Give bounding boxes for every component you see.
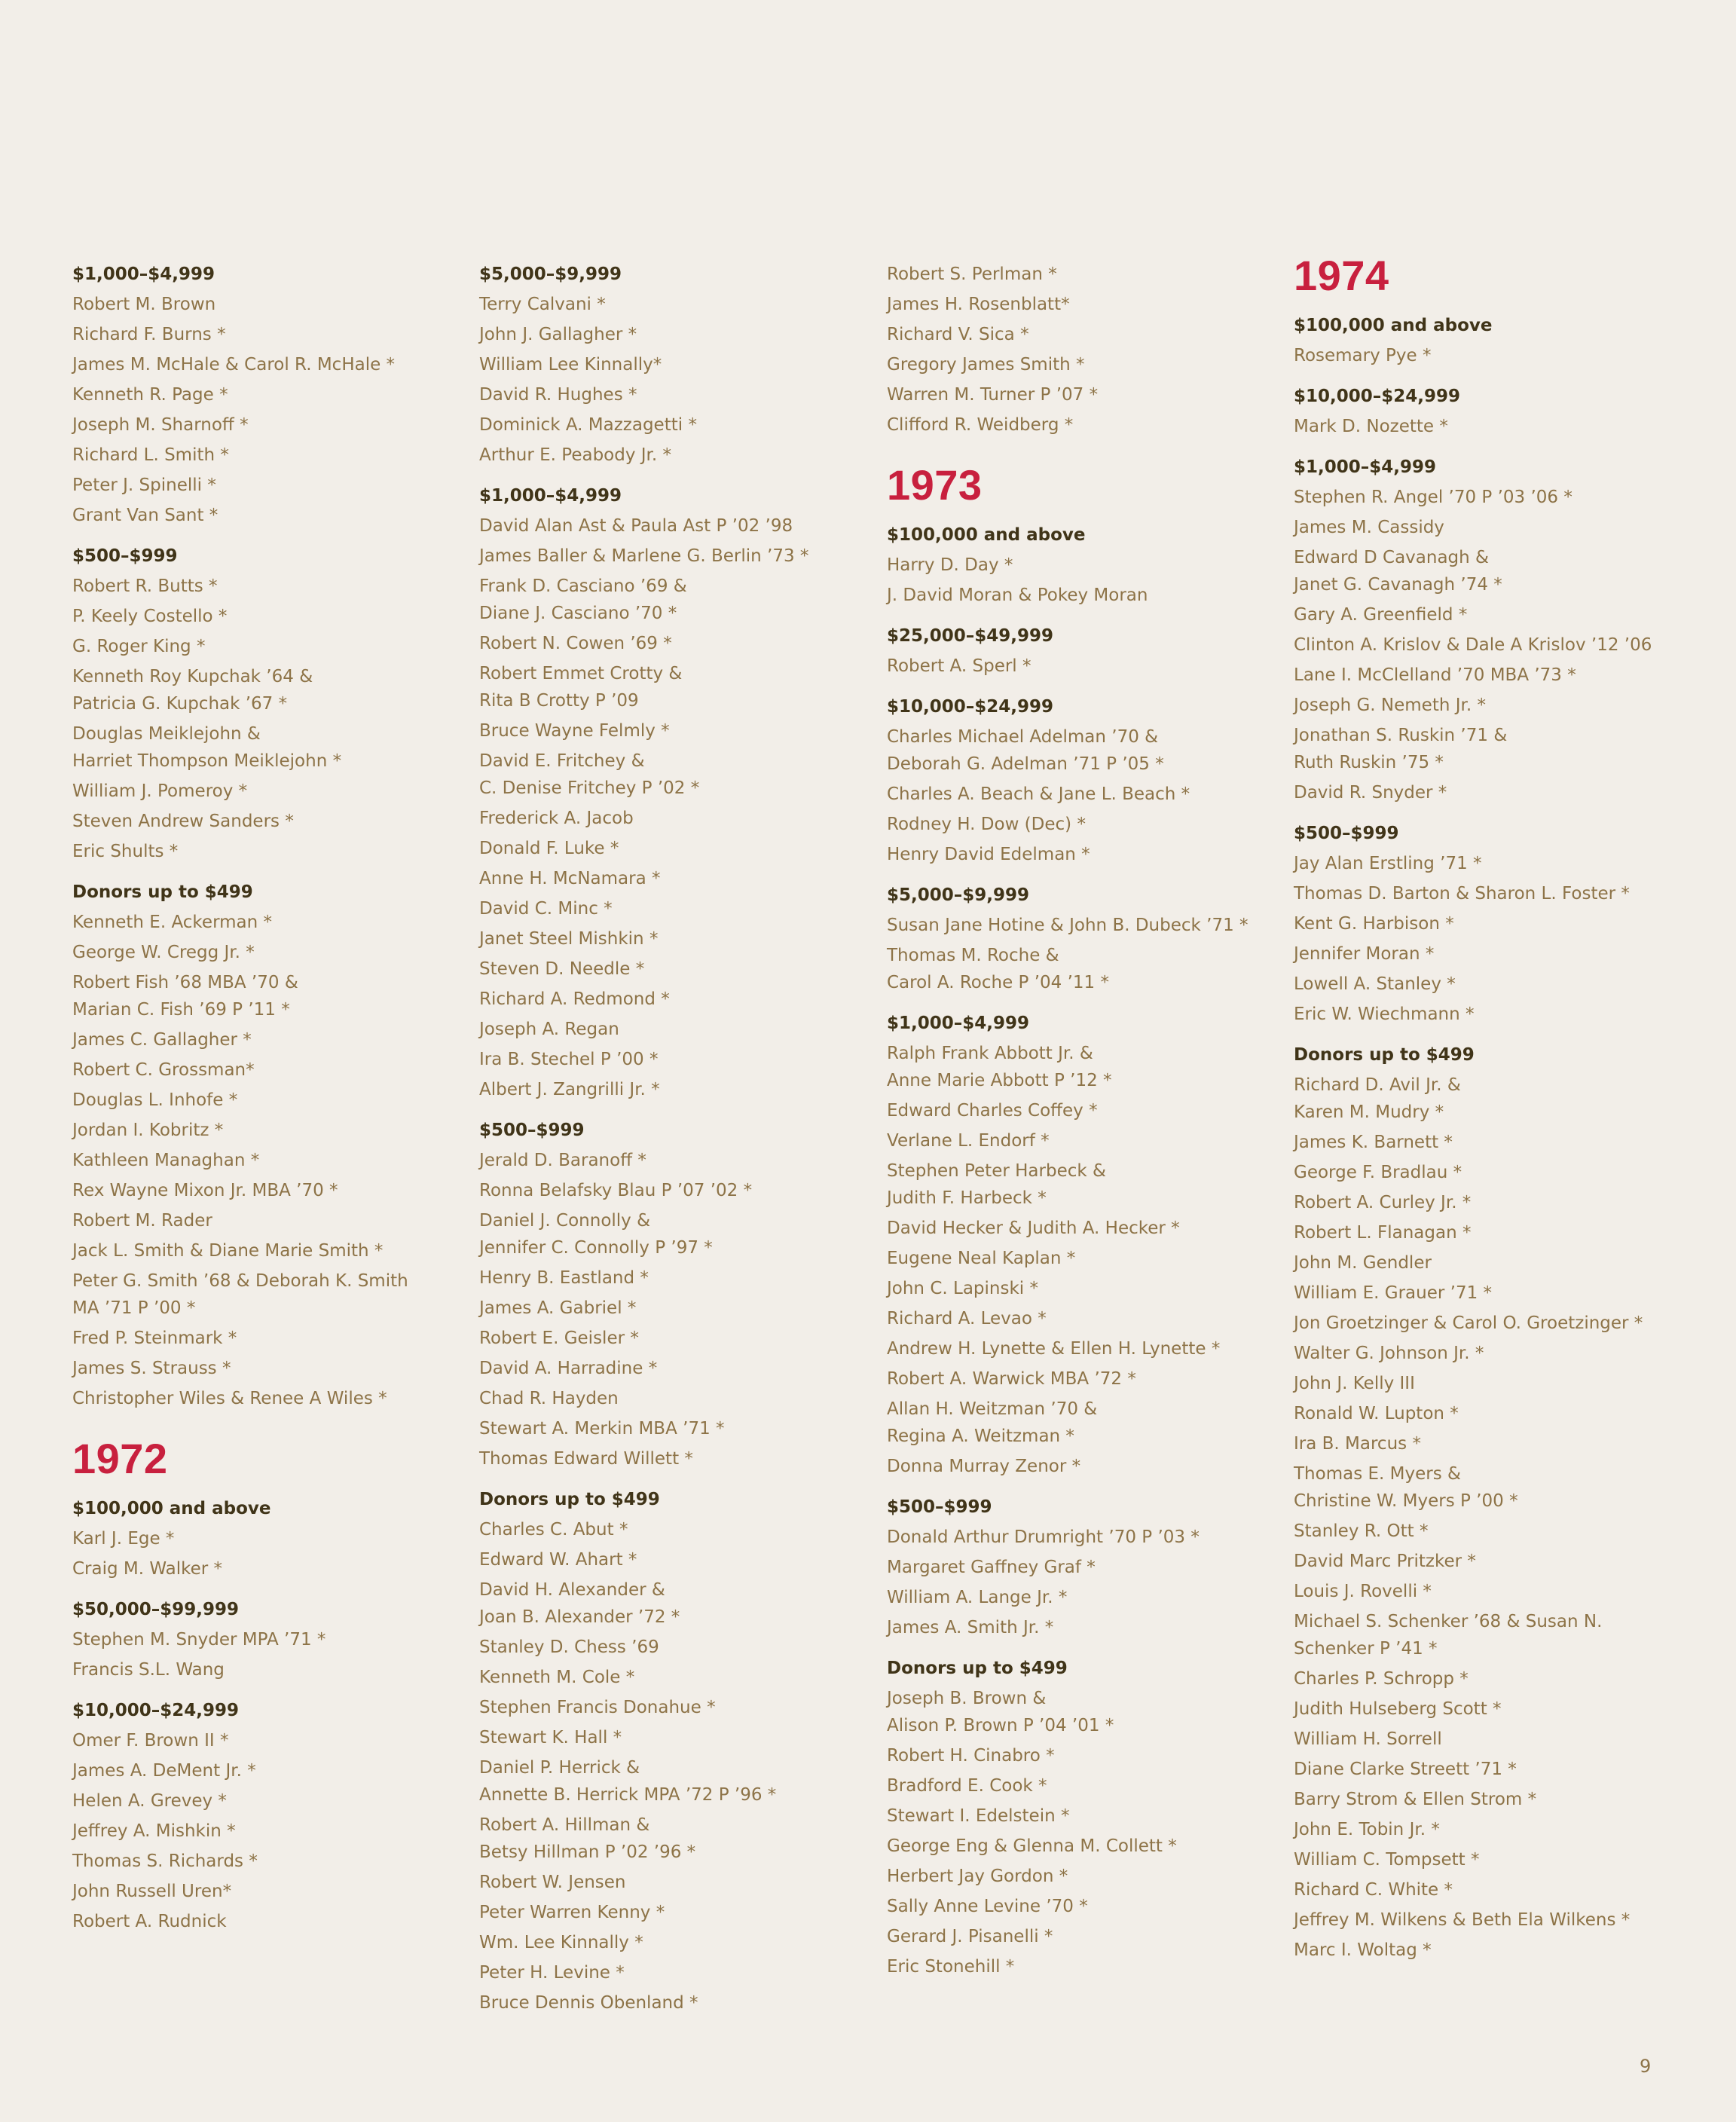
year-heading: 1972 <box>72 1435 168 1482</box>
donor-entry: Jonathan S. Ruskin ’71 & Ruth Ruskin ’75 * <box>1294 726 1508 772</box>
donor-entry: Ronald W. Lupton * <box>1294 1404 1459 1423</box>
donor-entry: G. Roger King * <box>72 637 206 656</box>
giving-level-heading: Donors up to $499 <box>72 882 253 902</box>
year-block-1973 <box>887 460 1271 1982</box>
donor-entry: Diane Clarke Streett ’71 * <box>1294 1760 1517 1779</box>
donor-entry: Herbert Jay Gordon * <box>887 1867 1068 1886</box>
giving-level-heading: $100,000 and above <box>887 525 1086 545</box>
donor-entry: Jennifer Moran * <box>1294 944 1435 964</box>
donor-entry: Jon Groetzinger & Carol O. Groetzinger * <box>1294 1313 1643 1333</box>
donor-entry: David R. Hughes * <box>479 385 637 405</box>
donor-entry: Robert N. Cowen ’69 * <box>479 634 672 653</box>
donor-entry: David C. Minc * <box>479 899 613 919</box>
donor-entry: Donald F. Luke * <box>479 839 619 858</box>
donor-entry: P. Keely Costello * <box>72 607 228 626</box>
donor-entry: Mark D. Nozette * <box>1294 417 1448 436</box>
donor-entry: Marc I. Woltag * <box>1294 1940 1432 1960</box>
donor-entry: Craig M. Walker * <box>72 1559 223 1579</box>
donor-entry: Thomas D. Barton & Sharon L. Foster * <box>1294 884 1630 904</box>
donor-entry: Jeffrey M. Wilkens & Beth Ela Wilkens * <box>1294 1910 1631 1930</box>
donor-entry: Lowell A. Stanley * <box>1294 974 1456 994</box>
donor-entry: Kenneth R. Page * <box>72 385 228 405</box>
donor-entry: Robert A. Sperl * <box>887 656 1032 676</box>
donor-entry: Daniel J. Connolly & Jennifer C. Connolly P ’97 * <box>479 1211 713 1258</box>
continued-block <box>72 259 457 1414</box>
giving-level-heading: $25,000–$49,999 <box>887 626 1054 646</box>
donor-entry: James A. Smith Jr. * <box>887 1618 1054 1637</box>
giving-level-section <box>887 692 1271 870</box>
giving-level-section <box>887 1653 1271 1982</box>
donor-entry: Thomas M. Roche & Carol A. Roche P ’04 ’11 * <box>887 946 1109 992</box>
donor-entry: Douglas L. Inhofe * <box>72 1090 238 1110</box>
donor-entry: Gregory James Smith * <box>887 355 1085 375</box>
donor-entry: Richard A. Levao * <box>887 1309 1047 1329</box>
continued-block <box>887 259 1271 440</box>
giving-level-section <box>479 1115 863 1474</box>
donor-entry: John J. Gallagher * <box>479 325 637 344</box>
donor-entry: Peter G. Smith ’68 & Deborah K. Smith MA ’71 P ’00 * <box>72 1271 408 1318</box>
giving-level-section <box>1294 310 1678 371</box>
giving-level-heading: $500–$999 <box>72 546 178 566</box>
donor-entry: Robert S. Perlman * <box>887 264 1057 284</box>
column-2 <box>479 259 863 2029</box>
donor-entry: George F. Bradlau * <box>1294 1163 1462 1182</box>
donor-entry: Joseph G. Nemeth Jr. * <box>1294 696 1486 715</box>
giving-level-section <box>72 1695 457 1937</box>
donor-entry: David Hecker & Judith A. Hecker * <box>887 1218 1180 1238</box>
giving-level-heading: $1,000–$4,999 <box>887 1014 1030 1033</box>
donor-entry: Charles P. Schropp * <box>1294 1669 1469 1689</box>
donor-entry: Richard A. Redmond * <box>479 989 670 1009</box>
column-4 <box>1294 252 1678 1976</box>
giving-level-heading: $100,000 and above <box>1294 316 1493 335</box>
giving-level-heading: $10,000–$24,999 <box>887 697 1054 717</box>
donor-entry: James K. Barnett * <box>1294 1133 1453 1152</box>
year-heading: 1974 <box>1294 252 1389 299</box>
donor-entry: Eugene Neal Kaplan * <box>887 1249 1076 1268</box>
donor-entry: Wm. Lee Kinnally * <box>479 1933 643 1952</box>
giving-level-section <box>887 621 1271 681</box>
donor-entry: Steven D. Needle * <box>479 959 645 979</box>
donor-entry: Ronna Belafsky Blau P ’07 ’02 * <box>479 1181 753 1200</box>
donor-entry: Kenneth M. Cole * <box>479 1668 635 1687</box>
donor-entry: Susan Jane Hotine & John B. Dubeck ’71 * <box>887 916 1249 935</box>
donor-entry: Bruce Dennis Obenland * <box>479 1993 698 2013</box>
donor-entry: Clifford R. Weidberg * <box>887 415 1074 435</box>
donor-entry: Terry Calvani * <box>479 295 606 314</box>
donor-entry: David E. Fritchey & C. Denise Fritchey P ’02 * <box>479 751 700 798</box>
donor-entry: John Russell Uren* <box>72 1882 232 1901</box>
donor-entry: Kenneth E. Ackerman * <box>72 913 273 932</box>
donor-entry: Robert W. Jensen <box>479 1873 626 1892</box>
giving-level-section <box>72 1595 457 1685</box>
giving-level-heading: $500–$999 <box>479 1121 585 1140</box>
donor-entry: George W. Cregg Jr. * <box>72 943 255 962</box>
donor-entry: Thomas Edward Willett * <box>479 1449 693 1469</box>
donor-entry: Stephen Peter Harbeck & Judith F. Harbeck * <box>887 1161 1106 1208</box>
donor-entry: Steven Andrew Sanders * <box>72 812 294 831</box>
giving-level-section <box>1294 452 1678 808</box>
giving-level-section <box>1294 818 1678 1029</box>
giving-level-heading: $1,000–$4,999 <box>479 486 622 506</box>
donor-entry: Jay Alan Erstling ’71 * <box>1294 854 1482 873</box>
donor-entry: Richard L. Smith * <box>72 445 229 465</box>
donor-entry: David H. Alexander & Joan B. Alexander ’72 * <box>479 1580 680 1627</box>
donor-entry: Richard C. White * <box>1294 1880 1453 1900</box>
donor-entry: Douglas Meiklejohn & Harriet Thompson Meiklejohn * <box>72 724 342 771</box>
donor-entry: Chad R. Hayden <box>479 1389 619 1408</box>
giving-level-heading: $1,000–$4,999 <box>72 264 215 284</box>
donor-entry: Robert A. Hillman & Betsy Hillman P ’02 ’96 * <box>479 1815 696 1862</box>
giving-level-section <box>1294 381 1678 442</box>
giving-level-section <box>72 259 457 530</box>
donor-entry: Allan H. Weitzman ’70 & Regina A. Weitzman * <box>887 1399 1098 1446</box>
donor-entry: Stewart A. Merkin MBA ’71 * <box>479 1419 725 1439</box>
giving-level-section <box>72 1494 457 1584</box>
donor-entry: Charles Michael Adelman ’70 & Deborah G. Adelman ’71 P ’05 * <box>887 727 1164 774</box>
donor-entry: Robert A. Rudnick <box>72 1912 227 1931</box>
donor-entry: Jack L. Smith & Diane Marie Smith * <box>72 1241 384 1261</box>
donor-entry: David Alan Ast & Paula Ast P ’02 ’98 <box>479 516 793 536</box>
giving-level-section <box>479 259 863 470</box>
donor-entry: Frank D. Casciano ’69 & Diane J. Casciano ’70 * <box>479 576 687 623</box>
donor-entry: Stewart K. Hall * <box>479 1728 622 1747</box>
donor-entry: Henry David Edelman * <box>887 845 1090 864</box>
donor-entry: Robert Emmet Crotty & Rita B Crotty P ’09 <box>479 664 683 711</box>
donor-entry: Robert M. Rader <box>72 1211 212 1231</box>
donor-entry: Joseph M. Sharnoff * <box>72 415 249 435</box>
donor-entry: Richard V. Sica * <box>887 325 1029 344</box>
donor-entry: Frederick A. Jacob <box>479 809 634 828</box>
donor-entry: Margaret Gaffney Graf * <box>887 1558 1096 1577</box>
donor-entry: Janet Steel Mishkin * <box>479 929 659 949</box>
donor-entry: Louis J. Rovelli * <box>1294 1582 1432 1601</box>
donor-entry: James A. Gabriel * <box>479 1298 637 1318</box>
donor-entry: Richard D. Avil Jr. & Karen M. Mudry * <box>1294 1075 1461 1122</box>
giving-level-section <box>72 877 457 1414</box>
year-heading: 1973 <box>887 461 983 509</box>
donor-entry: James M. Cassidy <box>1294 518 1444 537</box>
donor-entry: William H. Sorrell <box>1294 1729 1442 1749</box>
donor-entry: Peter J. Spinelli * <box>72 475 216 495</box>
donor-entry: Daniel P. Herrick & Annette B. Herrick MPA ’72 P ’96 * <box>479 1758 777 1805</box>
donor-entry: Charles C. Abut * <box>479 1520 628 1540</box>
donor-entry: Robert A. Warwick MBA ’72 * <box>887 1369 1136 1389</box>
donor-entry: Stanley D. Chess ’69 <box>479 1637 659 1657</box>
donor-entry: Barry Strom & Ellen Strom * <box>1294 1790 1537 1809</box>
donor-entry: Lane I. McClelland ’70 MBA ’73 * <box>1294 665 1576 685</box>
giving-level-heading: Donors up to $499 <box>1294 1045 1475 1065</box>
donor-entry: William J. Pomeroy * <box>72 781 248 801</box>
donor-entry: Bruce Wayne Felmly * <box>479 721 670 741</box>
year-block-1972 <box>72 1433 457 1937</box>
donor-entry: Judith Hulseberg Scott * <box>1294 1699 1502 1719</box>
donor-entry: James H. Rosenblatt* <box>887 295 1070 314</box>
donor-entry: James C. Gallagher * <box>72 1030 252 1050</box>
donor-entry: Clinton A. Krislov & Dale A Krislov ’12 ’06 <box>1294 635 1652 655</box>
donor-entry: Jeffrey A. Mishkin * <box>72 1821 236 1841</box>
donor-entry: John J. Kelly III <box>1294 1374 1415 1393</box>
donor-entry: Jerald D. Baranoff * <box>479 1151 646 1170</box>
donor-entry: Omer F. Brown II * <box>72 1731 229 1750</box>
column-3 <box>887 259 1271 1992</box>
donor-entry: Francis S.L. Wang <box>72 1660 225 1680</box>
donor-entry: Grant Van Sant * <box>72 506 219 525</box>
column-1 <box>72 259 457 1947</box>
donor-entry: Rosemary Pye * <box>1294 346 1432 365</box>
donor-entry: Stephen M. Snyder MPA ’71 * <box>72 1630 326 1650</box>
donor-entry: Robert E. Geisler * <box>479 1329 639 1348</box>
donor-entry: James Baller & Marlene G. Berlin ’73 * <box>479 546 809 566</box>
donor-entry: Bradford E. Cook * <box>887 1776 1047 1796</box>
giving-level-heading: Donors up to $499 <box>887 1659 1068 1678</box>
donor-entry: Gerard J. Pisanelli * <box>887 1927 1053 1946</box>
donor-entry: Henry B. Eastland * <box>479 1268 649 1288</box>
page-number: 9 <box>1640 2056 1652 2077</box>
giving-level-section <box>887 1008 1271 1481</box>
donor-entry: John M. Gendler <box>1294 1253 1432 1273</box>
donor-entry: William Lee Kinnally* <box>479 355 662 375</box>
donor-entry: John E. Tobin Jr. * <box>1294 1820 1440 1839</box>
donor-entry: James M. McHale & Carol R. McHale * <box>72 355 396 375</box>
donor-entry: Eric Shults * <box>72 842 179 861</box>
giving-level-heading: $10,000–$24,999 <box>72 1701 240 1720</box>
donor-entry: David Marc Pritzker * <box>1294 1552 1476 1571</box>
donor-entry: David A. Harradine * <box>479 1359 658 1378</box>
donor-entry: Michael S. Schenker ’68 & Susan N. Schenker P ’41 * <box>1294 1612 1603 1659</box>
donor-entry: Jordan I. Kobritz * <box>72 1121 224 1140</box>
donor-entry: Stewart I. Edelstein * <box>887 1806 1070 1826</box>
donor-entry: George Eng & Glenna M. Collett * <box>887 1836 1177 1856</box>
donor-entry: Ira B. Stechel P ’00 * <box>479 1050 659 1069</box>
giving-level-heading: $50,000–$99,999 <box>72 1600 240 1619</box>
giving-level-section <box>479 481 863 1105</box>
donor-entry: Ira B. Marcus * <box>1294 1434 1421 1454</box>
donor-entry: Gary A. Greenfield * <box>1294 605 1468 625</box>
donor-entry: Karl J. Ege * <box>72 1529 175 1549</box>
donor-entry: Christopher Wiles & Renee A Wiles * <box>72 1389 387 1408</box>
donor-entry: Peter H. Levine * <box>479 1963 625 1983</box>
donor-entry: Robert Fish ’68 MBA ’70 & Marian C. Fish ’69 P ’11 * <box>72 973 298 1020</box>
donor-entry: J. David Moran & Pokey Moran <box>887 586 1148 605</box>
donor-entry: Joseph A. Regan <box>479 1020 619 1039</box>
donor-entry: Kathleen Managhan * <box>72 1151 260 1170</box>
donor-entry: Anne H. McNamara * <box>479 869 661 888</box>
donor-entry: James S. Strauss * <box>72 1359 231 1378</box>
donor-entry: Stephen Francis Donahue * <box>479 1698 716 1717</box>
giving-level-section <box>887 880 1271 998</box>
giving-level-section <box>479 1484 863 2018</box>
donor-entry: Eric W. Wiechmann * <box>1294 1004 1475 1024</box>
donor-entry: Warren M. Turner P ’07 * <box>887 385 1099 405</box>
giving-level-section <box>887 520 1271 610</box>
giving-level-heading: $5,000–$9,999 <box>479 264 622 284</box>
donor-entry: Rex Wayne Mixon Jr. MBA ’70 * <box>72 1181 338 1200</box>
donor-entry: Edward Charles Coffey * <box>887 1101 1098 1121</box>
giving-level-heading: $5,000–$9,999 <box>887 885 1030 905</box>
donor-entry: Edward D Cavanagh & Janet G. Cavanagh ’74 * <box>1294 548 1502 595</box>
donor-entry: Eric Stonehill * <box>887 1957 1015 1977</box>
donor-entry: Stephen R. Angel ’70 P ’03 ’06 * <box>1294 488 1572 507</box>
donor-entry: Donald Arthur Drumright ’70 P ’03 * <box>887 1527 1200 1547</box>
giving-level-section <box>887 1492 1271 1643</box>
giving-level-heading: $10,000–$24,999 <box>1294 387 1461 406</box>
donor-entry: Robert A. Curley Jr. * <box>1294 1193 1472 1212</box>
giving-level-heading: $1,000–$4,999 <box>1294 457 1437 477</box>
giving-level-section <box>887 259 1271 440</box>
giving-level-section <box>1294 1040 1678 1965</box>
donor-entry: Ralph Frank Abbott Jr. & Anne Marie Abbott P ’12 * <box>887 1044 1112 1090</box>
donor-entry: John C. Lapinski * <box>887 1279 1038 1298</box>
donor-entry: Robert H. Cinabro * <box>887 1746 1055 1766</box>
donor-entry: Donna Murray Zenor * <box>887 1457 1081 1476</box>
donor-entry: Harry D. Day * <box>887 555 1013 575</box>
donor-entry: Kenneth Roy Kupchak ’64 & Patricia G. Kupchak ’67 * <box>72 667 313 714</box>
donor-entry: Dominick A. Mazzagetti * <box>479 415 697 435</box>
donor-entry: David R. Snyder * <box>1294 783 1447 803</box>
giving-level-heading: $500–$999 <box>1294 824 1399 843</box>
donor-entry: Walter G. Johnson Jr. * <box>1294 1344 1484 1363</box>
year-block-1974 <box>1294 250 1678 1965</box>
donor-entry: Robert L. Flanagan * <box>1294 1223 1472 1243</box>
donor-entry: Arthur E. Peabody Jr. * <box>479 445 672 465</box>
donor-entry: James A. DeMent Jr. * <box>72 1761 256 1781</box>
donor-entry: Verlane L. Endorf * <box>887 1131 1050 1151</box>
giving-level-heading: Donors up to $499 <box>479 1490 660 1509</box>
continued-block <box>479 259 863 2018</box>
donor-entry: Robert C. Grossman* <box>72 1060 255 1080</box>
donor-entry: Richard F. Burns * <box>72 325 226 344</box>
donor-entry: Joseph B. Brown & Alison P. Brown P ’04 ’01 * <box>887 1689 1114 1735</box>
donor-entry: Robert R. Butts * <box>72 576 218 596</box>
donor-entry: Rodney H. Dow (Dec) * <box>887 815 1086 834</box>
donor-entry: Peter Warren Kenny * <box>479 1903 665 1922</box>
donor-entry: Charles A. Beach & Jane L. Beach * <box>887 784 1190 804</box>
donor-entry: Kent G. Harbison * <box>1294 914 1454 934</box>
donor-entry: Andrew H. Lynette & Ellen H. Lynette * <box>887 1339 1221 1359</box>
donor-entry: Robert M. Brown <box>72 295 216 314</box>
donor-entry: William E. Grauer ’71 * <box>1294 1283 1493 1303</box>
giving-level-heading: $100,000 and above <box>72 1499 271 1518</box>
donor-entry: William C. Tompsett * <box>1294 1850 1480 1870</box>
giving-level-section <box>72 541 457 867</box>
donor-entry: Thomas E. Myers & Christine W. Myers P ’00 * <box>1294 1464 1518 1511</box>
giving-level-heading: $500–$999 <box>887 1497 992 1517</box>
donor-entry: Helen A. Grevey * <box>72 1791 227 1811</box>
donor-entry: Edward W. Ahart * <box>479 1550 637 1570</box>
donor-entry: Fred P. Steinmark * <box>72 1329 237 1348</box>
donor-entry: Stanley R. Ott * <box>1294 1521 1429 1541</box>
donor-entry: William A. Lange Jr. * <box>887 1588 1068 1607</box>
donor-entry: Albert J. Zangrilli Jr. * <box>479 1080 660 1099</box>
donor-entry: Thomas S. Richards * <box>72 1851 258 1871</box>
donor-entry: Sally Anne Levine ’70 * <box>887 1897 1088 1916</box>
